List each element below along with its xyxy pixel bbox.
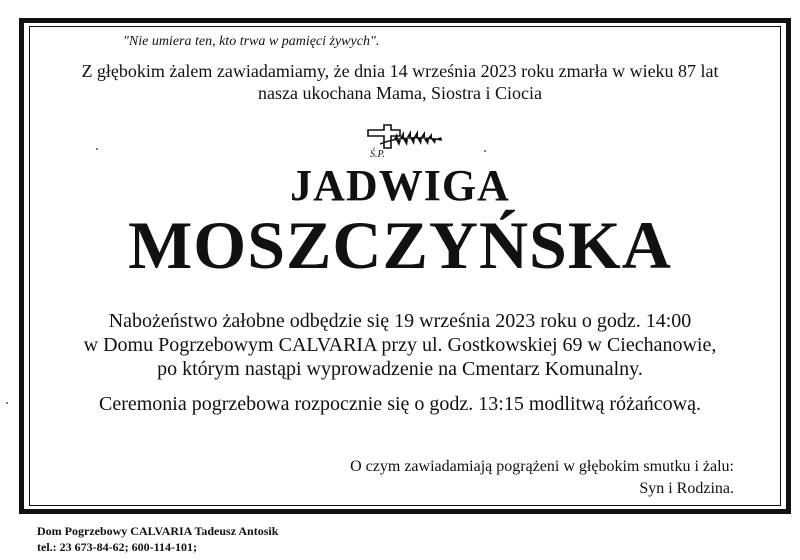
- sp-abbreviation: Ś.P.: [370, 149, 385, 160]
- service-line-2: w Domu Pogrzebowym CALVARIA przy ul. Gostkowskiej 69 w Ciechanowie,: [83, 334, 717, 356]
- announcement-line-1: Z głębokim żalem zawiadamiamy, że dnia 14 września 2023 roku zmarła w wieku 87 lat: [81, 61, 719, 81]
- closing-signature: Syn i Rodzina.: [639, 480, 734, 497]
- cross-with-palm-icon: [350, 116, 450, 162]
- scan-speck: [96, 148, 98, 150]
- scan-speck: [6, 402, 8, 404]
- funeral-home-name: Dom Pogrzebowy CALVARIA Tadeusz Antosik: [37, 524, 279, 538]
- motto-quote: "Nie umiera ten, kto trwa w pamięci żywych".: [123, 34, 380, 49]
- announcement-line-2: nasza ukochana Mama, Siostra i Ciocia: [258, 83, 542, 103]
- ceremony-line: Ceremonia pogrzebowa rozpocznie się o godz. 13:15 modlitwą różańcową.: [98, 393, 701, 415]
- service-line-1: Nabożeństwo żałobne odbędzie się 19 września 2023 roku o godz. 14:00: [108, 310, 692, 332]
- closing-line-1: O czym zawiadamiają pogrążeni w głębokim smutku i żalu:: [350, 458, 734, 475]
- scan-speck: [484, 150, 486, 152]
- service-line-3: po którym nastąpi wyprowadzenie na Cmentarz Komunalny.: [157, 358, 643, 380]
- deceased-surname: MOSZCZYŃSKA: [128, 207, 672, 283]
- funeral-home-phones: tel.: 23 673-84-62; 600-114-101;: [37, 540, 197, 554]
- deceased-first-name: JADWIGA: [290, 161, 510, 210]
